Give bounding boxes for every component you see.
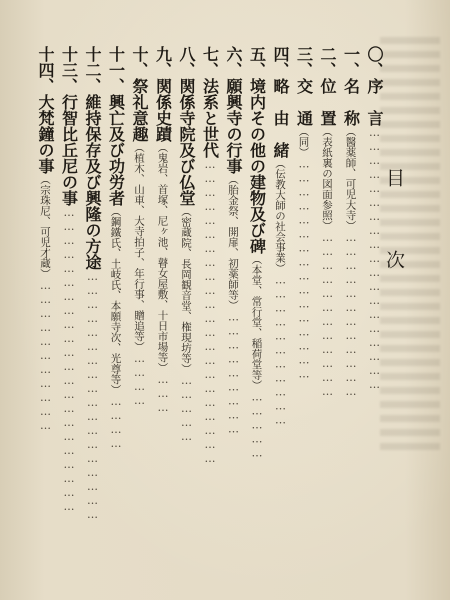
toc-entry-leader-dots: ………………………………………………………… bbox=[62, 206, 76, 514]
toc-entry-subtitle: （密蔵院、長岡観音堂、権現坊等） bbox=[180, 206, 192, 374]
toc-entry-title: 行智比丘尼の事 bbox=[59, 94, 79, 206]
toc-entry bbox=[59, 46, 81, 556]
toc-entry-title: 大梵鐘の事 bbox=[36, 94, 55, 174]
toc-entry bbox=[223, 46, 245, 556]
toc-entry-subtitle: （同） bbox=[297, 126, 310, 158]
toc-title: 目 次 bbox=[383, 168, 405, 291]
toc-entry-number: 一、 bbox=[341, 46, 361, 78]
toc-entry bbox=[82, 46, 104, 556]
toc-entry-title: 境内その他の建物及び碑 bbox=[247, 78, 267, 254]
toc-entry-subtitle: （醫薬師、可児大寺） bbox=[344, 126, 357, 231]
toc-entry-number: 十一、 bbox=[106, 46, 126, 94]
toc-entry-number: 四、 bbox=[271, 46, 290, 78]
toc-entry-number: 十四、 bbox=[36, 46, 55, 94]
toc-entry-number: 六、 bbox=[224, 46, 243, 78]
toc-entry-leader-dots: ………… bbox=[133, 352, 146, 408]
toc-entry-leader-dots: …………………………… bbox=[39, 279, 52, 433]
toc-entry-title: 交 通 bbox=[294, 78, 314, 126]
toc-entry-number: 七、 bbox=[200, 46, 220, 78]
toc-entry-number: 十二、 bbox=[83, 46, 102, 94]
toc-entry-title: 法系と世代 bbox=[200, 78, 220, 158]
toc-entry-subtitle: （伝教大師の社会事業） bbox=[274, 158, 286, 274]
toc-entry-title: 願興寺の行事 bbox=[224, 78, 243, 174]
toc-entry-title: 関係寺院及び仏堂 bbox=[177, 78, 196, 206]
toc-entry-title: 祭礼意趣 bbox=[130, 78, 149, 142]
toc-entry bbox=[106, 46, 128, 556]
toc-entry-title: 序 言 bbox=[365, 78, 384, 126]
toc-entry-leader-dots: ………………………………………………… bbox=[368, 126, 381, 392]
toc-entry bbox=[341, 46, 363, 556]
toc-entry bbox=[270, 46, 292, 556]
toc-entry-title: 維持保存及び興隆の方途 bbox=[83, 94, 102, 270]
toc-entry-number: 十三、 bbox=[59, 46, 79, 94]
toc-entry-leader-dots: ……………………………… bbox=[344, 231, 358, 399]
toc-entry bbox=[294, 46, 316, 556]
toc-entry-number: 十、 bbox=[130, 46, 149, 78]
toc-entry-leader-dots: ……… bbox=[156, 373, 170, 415]
toc-entry-title: 興亡及び功労者 bbox=[106, 94, 126, 206]
toc-entry bbox=[129, 46, 151, 556]
toc-entry-title: 関係史蹟 bbox=[153, 78, 173, 142]
toc-entry-leader-dots: ……………………… bbox=[227, 310, 240, 437]
toc-entry-title: 位 置 bbox=[318, 78, 337, 126]
toc-entry bbox=[176, 46, 198, 556]
toc-entry-subtitle: （宗珠尼、可児才蔵） bbox=[39, 174, 51, 279]
toc-entry bbox=[317, 46, 339, 556]
toc-entry-subtitle: （鋼鐵氏、土岐氏、本願寺次、光尊等） bbox=[109, 206, 122, 395]
toc-entry-leader-dots: …………… bbox=[180, 374, 193, 444]
toc-entry-subtitle: （植木、山車、大寺拍子、年行事、贈追等） bbox=[133, 142, 145, 352]
toc-entry-number: 九、 bbox=[153, 46, 173, 78]
toc-entry-leader-dots: ………… bbox=[109, 395, 123, 451]
toc-entry-leader-dots: …………… bbox=[250, 390, 264, 461]
toc-entry-leader-dots: ……………………………… bbox=[321, 231, 334, 399]
toc-entry-leader-dots: …………………………… bbox=[274, 273, 287, 428]
toc-entry-subtitle: （表紙裏の図面参照） bbox=[321, 126, 333, 231]
toc-entry-subtitle: （本堂、常行堂、稲荷堂等） bbox=[250, 254, 263, 391]
toc-entry-number: 八、 bbox=[177, 46, 196, 78]
toc-entry bbox=[364, 46, 386, 556]
toc-entry bbox=[153, 46, 175, 556]
toc-entry bbox=[35, 46, 57, 556]
toc-entry-subtitle: （胎金祭、開扉、初薬師等） bbox=[227, 174, 239, 311]
toc-entry-leader-dots: ……………………………………………… bbox=[86, 270, 99, 522]
toc-entry-number: 二、 bbox=[318, 46, 337, 78]
toc-entry-leader-dots: ………………………………………………………… bbox=[203, 158, 217, 466]
toc-entry-leader-dots: ………………………………………… bbox=[297, 157, 311, 382]
toc-entry-number: 〇、 bbox=[365, 46, 384, 78]
toc-entry bbox=[200, 46, 222, 556]
toc-entry-number: 三、 bbox=[294, 46, 314, 78]
toc-entry-number: 五、 bbox=[247, 46, 267, 78]
toc-entry bbox=[247, 46, 269, 556]
toc-entry-title: 略 由 緒 bbox=[271, 78, 290, 158]
toc-entry-title: 名 称 bbox=[341, 78, 361, 126]
toc-entry-subtitle: （鬼岩、首塚、尼ヶ池、瞽女屋敷、十日市場等） bbox=[156, 142, 169, 373]
